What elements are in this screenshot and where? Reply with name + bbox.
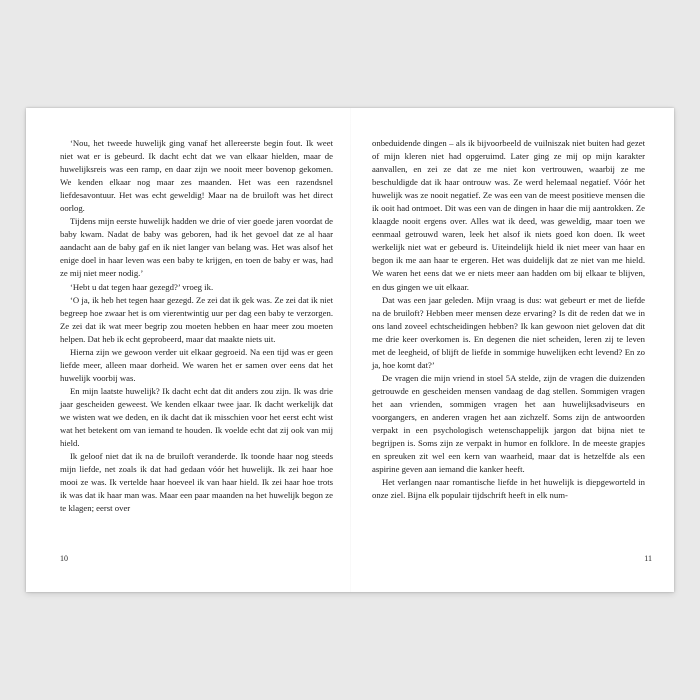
paragraph: Hierna zijn we gewoon verder uit elkaar gegroeid. Na een tijd was er geen liefde meer, alleen maar dorheid. We waren het er samen over eens dat het huwelijk voorbij was.: [60, 346, 333, 383]
page-number: 10: [60, 554, 68, 563]
left-page: [26, 108, 350, 592]
paragraph: ‘Nou, het tweede huwelijk ging vanaf het allereerste begin fout. Ik weet niet wat er is gebeurd. Ik dacht echt dat we van elkaar hielden, maar de huwelijksreis was een ramp, en daar zijn we nooit meer bovenop gekomen. We kenden elkaar nog maar zes maanden. Het was een razendsnel liefdesavontuur. Het was echt geweldig! Maar na de bruiloft was het direct oorlog.: [60, 138, 333, 214]
page-number: 11: [644, 554, 652, 563]
paragraph: En mijn laatste huwelijk? Ik dacht echt dat dit anders zou zijn. Ik was drie jaar gescheiden geweest. We kenden elkaar twee jaar. Ik dacht werkelijk dat we wisten wat we deden, en ik dacht dat ik misschien voor het eerst echt wist wat het betekent om van iemand te houden. Ik voelde echt dat zij ook van mij hield.: [60, 385, 333, 449]
book-spread: [26, 108, 674, 592]
paragraph: De vragen die mijn vriend in stoel 5A stelde, zijn de vragen die duizenden getrouwde en gescheiden mensen vandaag de dag stellen. Sommigen vragen het aan vrienden, sommigen vragen het aan huwelijksadviseurs en voorgangers, en anderen vragen het aan zichzelf. Soms zijn de antwoorden verpakt in een psychologisch wetenschappelijk jargon dat bijna niet te begrijpen is. Soms zijn ze verpakt in humor en folklore. In de meeste grapjes en spreuken zit wel een kern van waarheid, maar dat is hetzelfde als een aspirine geven aan iemand die kanker heeft.: [372, 372, 645, 475]
paragraph: Ik geloof niet dat ik na de bruiloft veranderde. Ik toonde haar nog steeds mijn liefde, net zoals ik dat had gedaan vóór het huwelijk. Ik zei haar hoe mooi ze was. Ik vertelde haar hoeveel ik van haar hield. Ik zei haar hoe trots ik was dat ik haar man was. Maar een paar maanden na het huwelijk begon ze te klagen; eerst over: [60, 451, 333, 514]
paragraph: Dat was een jaar geleden. Mijn vraag is dus: wat gebeurt er met de liefde na de bruiloft? Hebben meer mensen deze ervaring? Is dit de reden dat we in ons land zoveel echtscheidingen hebben? Ik kan gewoon niet geloven dat dit me drie keer overkomen is. En degenen die niet scheiden, leren zij te leven met de leegheid, of blijft de liefde in sommige huwelijken echt levend? En zo ja, hoe komt dat?’: [372, 294, 645, 370]
paragraph: ‘Hebt u dat tegen haar gezegd?’ vroeg ik.: [70, 281, 214, 292]
paragraph: Het verlangen naar romantische liefde in het huwelijk is diepgeworteld in onze ziel. Bijna elk populair tijdschrift heeft in elk num-: [372, 477, 645, 501]
paragraph: onbeduidende dingen – als ik bijvoorbeeld de vuilniszak niet buiten had gezet of mijn kleren niet had opgeruimd. Later ging ze mij op mijn karakter aanvallen, en zei ze dat ze me niet kon vertrouwen, waarbij ze me beschuldigde dat ik haar ontrouw was. Ze werd helemaal negatief. Vóór het huwelijk was ze nooit negatief. Ze was een van de meest positieve mensen die ik ooit had ontmoet. Dit was een van de dingen in haar die mij aantrokken. Ze klaagde nooit ergens over. Alles wat ik deed, was geweldig, maar toen we eenmaal getrouwd waren, leek het alsof ik niets goed kon doen. Ik weet werkelijk niet wat er gebeurd is. Uiteindelijk hield ik niet meer van haar en begon ik me aan haar te ergeren. Het was duidelijk dat ze niet van me hield. We waren het eens dat we er niets meer aan hadden om bij elkaar te blijven, en dus gingen we uit elkaar.: [372, 138, 645, 292]
right-page: [350, 108, 674, 592]
right-page-text: [372, 137, 645, 502]
paragraph: ‘O ja, ik heb het tegen haar gezegd. Ze zei dat ik gek was. Ze zei dat ik niet begreep hoe zwaar het is om vierentwintig uur per dag een baby te verzorgen. Ze zei dat ik wat meer begrip zou moeten hebben en haar meer zou moeten helpen. Dat heb ik echt geprobeerd, maar dat maakte niets uit.: [60, 294, 333, 344]
paragraph: Tijdens mijn eerste huwelijk hadden we drie of vier goede jaren voordat de baby kwam. Nadat de baby was geboren, had ik het gevoel dat ze al haar aandacht aan de baby gaf en ik niet langer van belang was. Het was alsof het enige doel in haar leven was een baby te krijgen, en toen de baby er was, had ze mij niet meer nodig.’: [60, 216, 333, 279]
left-page-text: [60, 137, 333, 515]
